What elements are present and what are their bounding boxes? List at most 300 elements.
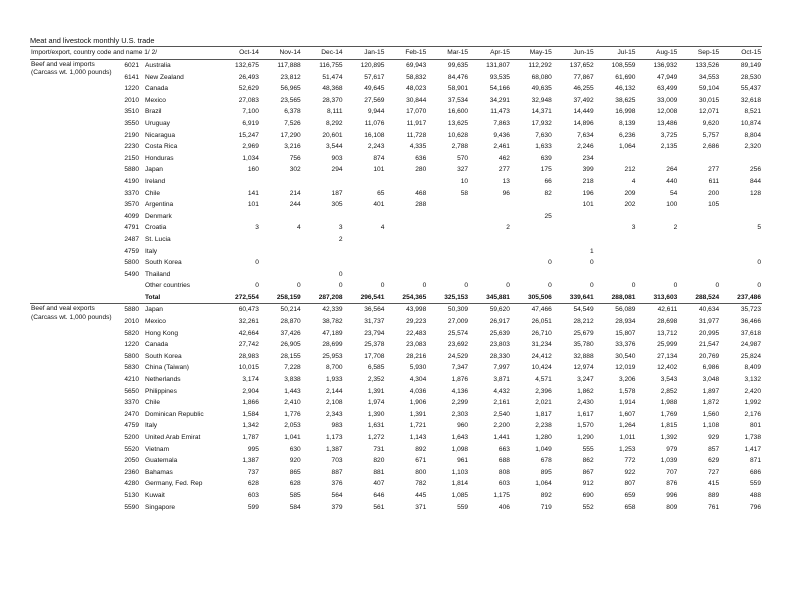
value-cell: 658 [624,503,636,511]
table-row [30,455,762,467]
value-cell: 796 [749,503,761,511]
country-code: 3370 [124,399,139,407]
value-cell: 25,639 [489,329,510,337]
value-cell: 24,412 [531,352,552,360]
value-cell: 196 [582,189,594,197]
value-cell: 13,625 [447,119,469,127]
country-code: 3370 [124,189,139,197]
value-cell: 820 [373,457,385,465]
value-cell: 38,625 [615,96,636,104]
value-cell: 5 [757,224,761,232]
country-name: South Korea [145,352,182,360]
value-cell: 2,410 [284,399,301,407]
country-name: Ireland [145,177,166,185]
value-cell [595,234,637,246]
value-cell [636,153,678,165]
value-cell: 584 [289,503,301,511]
value-cell [553,222,595,234]
value-cell: 1,387 [326,445,343,453]
country-code: 5490 [124,270,139,278]
value-cell [385,234,427,246]
month-header: Apr-15 [469,47,511,60]
value-cell [427,211,469,223]
value-cell: 663 [498,445,510,453]
value-cell [302,257,344,269]
value-cell: 26,917 [489,318,510,326]
value-cell: 26,051 [531,318,552,326]
total-label: Total [145,293,161,301]
value-cell: 13,712 [657,329,678,337]
value-cell: 3 [338,224,343,232]
value-cell: 1 [589,247,594,255]
value-cell: 128 [749,189,761,197]
value-cell: 801 [749,422,761,430]
value-cell [344,211,386,223]
value-cell: 12,008 [657,108,678,116]
value-cell: 11,917 [406,119,427,127]
value-cell: 27,083 [238,96,259,104]
value-cell: 0 [422,282,427,290]
value-cell: 31,234 [531,341,552,349]
value-cell: 0 [380,282,385,290]
value-cell: 24,529 [447,352,469,360]
value-cell: 903 [331,154,343,162]
value-cell: 2 [673,224,678,232]
value-cell: 37,534 [447,96,469,104]
country-name: Vietnam [145,445,170,453]
value-cell [344,257,386,269]
country-name: Canada [145,85,169,93]
country-name: Netherlands [145,376,181,384]
value-cell: 57,617 [364,73,385,81]
value-cell [678,246,720,258]
value-cell: 585 [289,491,301,499]
value-cell: 54,166 [489,85,510,93]
value-cell: 254,365 [402,293,427,301]
value-cell: 559 [749,480,761,488]
value-cell: 867 [582,468,594,476]
value-cell: 1,643 [451,434,469,441]
value-cell: 0 [757,282,761,290]
value-cell: 707 [666,468,678,476]
value-cell: 13,486 [657,119,678,127]
value-cell: 406 [498,503,510,511]
value-cell: 0 [338,282,343,290]
value-cell: 629 [708,457,720,465]
value-cell: 1,280 [535,434,552,441]
value-cell [720,234,762,246]
country-code: 4210 [124,376,139,384]
value-cell: 1,390 [367,410,385,418]
value-cell: 15,807 [615,329,636,337]
value-cell: 1,815 [660,422,678,430]
value-cell: 82 [544,189,552,197]
value-cell: 415 [708,480,720,488]
value-cell: 25 [544,212,552,220]
value-cell: 55,437 [740,85,761,93]
value-cell: 2,969 [242,143,259,151]
country-code: 6141 [124,73,139,81]
group-label: Beef and veal exports (Carcass wt. 1,000 pounds) [30,304,114,513]
value-cell: 49,635 [531,85,552,93]
value-cell: 28,216 [406,352,427,360]
value-cell: 671 [415,457,427,465]
table-row [30,199,762,211]
value-cell: 22,483 [406,329,427,337]
value-cell: 401 [373,201,385,209]
month-header: Jun-15 [553,47,595,60]
table-row [30,60,762,72]
value-cell: 32,888 [573,352,594,360]
value-cell: 54 [669,189,678,197]
value-cell: 1,098 [451,445,469,453]
value-cell: 1,387 [242,457,259,465]
value-cell: 1,342 [242,422,259,430]
value-cell: 1,866 [242,399,259,407]
country-name: Argentina [145,201,174,209]
value-cell: 379 [331,503,343,511]
country-code: 2487 [124,235,139,243]
value-cell: 160 [247,166,259,174]
value-cell: 112,292 [528,62,552,69]
value-cell: 9,944 [367,108,385,116]
table-row [30,83,762,95]
table-row [30,502,762,514]
value-cell [385,269,427,281]
value-cell: 961 [457,457,469,465]
value-cell: 11,473 [490,108,510,116]
value-cell: 807 [624,480,636,488]
value-cell [636,246,678,258]
value-cell: 488 [749,491,761,499]
value-cell: 887 [331,468,343,476]
value-cell: 2,108 [326,399,343,407]
value-cell: 1,011 [619,434,636,441]
value-cell: 2 [338,235,343,243]
table-row [30,141,762,153]
value-cell: 570 [457,154,469,162]
value-cell: 876 [666,480,678,488]
value-cell: 1,769 [660,410,678,418]
value-cell: 3,048 [702,376,720,384]
value-cell [469,269,511,281]
country-code: 5800 [124,259,139,267]
value-cell: 892 [415,445,427,453]
table-body [30,60,762,514]
value-cell: 1,108 [702,422,720,430]
value-cell: 2,243 [367,143,385,151]
value-cell: 922 [624,468,636,476]
country-name: Croatia [145,224,167,232]
value-cell: 1,814 [451,480,469,488]
country-name: Brazil [145,108,162,116]
value-cell: 895 [540,468,552,476]
value-cell [595,153,637,165]
value-cell [260,234,302,246]
value-cell: 0 [589,282,594,290]
value-cell: 407 [373,480,385,488]
trade-report-page [30,36,762,513]
value-cell [511,199,553,211]
value-cell: 56,089 [595,304,637,316]
table-row [30,257,762,269]
value-cell: 8,111 [327,108,343,116]
value-cell [385,211,427,223]
value-cell: 100 [666,201,678,209]
value-cell: 0 [255,282,259,290]
value-cell: 339,641 [569,293,594,301]
value-cell: 105 [708,201,720,209]
value-cell: 9,620 [702,119,720,127]
value-cell: 5,930 [409,364,427,372]
value-cell: 6,236 [618,131,636,139]
value-cell [385,257,427,269]
value-cell: 288,081 [611,293,636,301]
value-cell: 32,618 [740,96,761,104]
value-cell: 857 [708,445,720,453]
value-cell: 302 [289,166,301,174]
value-cell: 4,571 [535,376,552,384]
value-cell [595,269,637,281]
value-cell [302,246,344,258]
country-code: 5880 [124,166,139,174]
group-label: Beef and veal imports (Carcass wt. 1,000 pounds) [31,61,112,77]
value-cell: 2,299 [451,399,469,407]
value-cell: 96 [502,189,510,197]
month-header: Aug-15 [636,47,678,60]
value-cell: 8,292 [326,119,343,127]
table-row [30,339,762,351]
country-name: China (Taiwan) [145,364,189,372]
month-header: Feb-15 [385,47,427,60]
table-row [30,211,762,223]
value-cell: 889 [708,491,720,499]
value-cell: 920 [289,457,301,465]
value-cell [720,246,762,258]
value-cell: 782 [415,480,427,488]
value-cell: 603 [247,491,259,499]
value-cell: 1,441 [493,434,510,441]
value-cell: 12,974 [573,364,594,372]
country-name: Germany, Fed. Rep [145,480,203,488]
value-cell [595,257,637,269]
value-cell: 27,569 [364,96,385,104]
country-code: 2190 [124,131,139,139]
value-cell [344,176,386,188]
value-cell: 10,424 [531,364,552,372]
value-cell [678,222,720,234]
value-cell: 1,933 [326,376,343,384]
table-row [30,386,762,398]
value-cell: 345,881 [486,293,510,301]
value-cell: 1,034 [242,154,259,162]
value-cell: 288 [415,201,427,209]
country-name: Australia [145,62,171,69]
value-cell: 272,554 [235,293,259,301]
value-cell: 31,977 [698,318,720,326]
value-cell: 16,998 [615,108,636,116]
value-cell: 1,738 [744,434,761,441]
value-cell: 1,584 [242,410,259,418]
value-cell: 20,601 [322,131,343,139]
value-cell: 32,261 [238,318,259,326]
month-header: Nov-14 [260,47,302,60]
value-cell: 10,628 [447,131,469,139]
value-cell: 659 [624,491,636,499]
value-cell: 280 [415,166,427,174]
value-cell [218,211,260,223]
value-cell: 983 [331,422,343,430]
value-cell: 995 [247,445,259,453]
value-cell: 34,291 [489,96,510,104]
value-cell [260,257,302,269]
value-cell: 25,378 [364,341,385,349]
value-cell: 6,378 [284,108,301,116]
value-cell: 327 [457,166,469,174]
value-cell: 99,635 [447,62,469,69]
value-cell: 929 [708,434,720,441]
table-row [30,409,762,421]
country-code: 6021 [124,62,139,69]
value-cell: 1,787 [242,434,259,441]
value-cell: 4,432 [493,387,510,395]
value-cell: 611 [708,177,720,185]
value-cell [469,257,511,269]
value-cell: 874 [373,154,385,162]
value-cell [469,234,511,246]
table-row [30,246,762,258]
value-cell [720,269,762,281]
table-row [30,420,762,432]
value-cell: 28,330 [489,352,510,360]
value-cell: 4,136 [451,387,469,395]
value-cell: 1,817 [535,410,552,418]
value-cell: 25,574 [447,329,469,337]
country-name: Japan [145,166,163,174]
value-cell: 1,064 [535,480,552,488]
value-cell: 0 [464,282,469,290]
value-cell: 1,631 [367,422,385,430]
value-cell: 277 [708,166,720,174]
value-cell: 0 [338,270,343,278]
value-cell [427,257,469,269]
value-cell [678,269,720,281]
value-cell: 3,838 [284,376,301,384]
value-cell: 603 [498,480,510,488]
value-cell: 3,725 [660,131,678,139]
value-cell: 33,009 [657,96,678,104]
month-header: May-15 [511,47,553,60]
value-cell: 1,988 [660,399,678,407]
value-cell: 979 [666,445,678,453]
value-cell: 116,755 [319,62,343,69]
value-cell [720,211,762,223]
value-cell: 35,780 [573,341,594,349]
value-cell: 131,807 [486,62,510,69]
value-cell: 2,430 [577,399,594,407]
value-cell: 2,021 [535,399,552,407]
value-cell: 47,949 [657,73,678,81]
value-cell: 719 [540,503,552,511]
value-cell: 1,175 [493,491,510,499]
value-cell: 3,206 [618,376,636,384]
country-code: 1220 [124,85,139,93]
country-code: 5590 [124,503,139,511]
value-cell: 686 [749,468,761,476]
value-cell: 212 [624,166,636,174]
value-cell: 305 [331,201,343,209]
value-cell: 12,402 [657,364,678,372]
value-cell: 4 [297,224,301,232]
value-cell: 1,391 [367,387,385,395]
value-cell: 564 [331,491,343,499]
value-cell: 6,986 [702,364,720,372]
country-code: 1220 [124,341,139,349]
month-header: Mar-15 [427,47,469,60]
country-name: Mexico [145,96,166,104]
value-cell: 1,290 [577,434,594,441]
value-cell: 42,611 [636,304,678,316]
country-code: 2150 [124,154,139,162]
value-cell [469,211,511,223]
value-cell [218,176,260,188]
country-name: Guatemala [145,457,178,465]
value-cell [636,234,678,246]
value-cell: 15,247 [238,131,259,139]
value-cell: 37,618 [740,329,761,337]
value-cell [469,246,511,258]
value-cell: 23,692 [447,341,469,349]
value-cell: 277 [498,166,510,174]
value-cell: 26,905 [280,341,301,349]
value-cell: 1,064 [618,143,636,151]
value-cell: 133,526 [695,62,720,69]
value-cell: 16,108 [364,131,385,139]
value-cell: 636 [415,154,427,162]
value-cell: 639 [540,154,552,162]
value-cell: 61,690 [615,73,636,81]
value-cell: 28,155 [280,352,301,360]
value-cell: 678 [540,457,552,465]
value-cell: 305,506 [527,293,552,301]
value-cell: 32,948 [531,96,552,104]
value-cell [678,153,720,165]
value-cell: 2,176 [744,410,761,418]
country-name: Denmark [145,212,172,220]
value-cell: 42,339 [302,304,344,316]
country-code: 2470 [124,410,139,418]
value-cell: 214 [289,189,301,197]
value-cell: 772 [624,457,636,465]
table-row [30,234,762,246]
value-cell [553,269,595,281]
value-cell [218,269,260,281]
value-cell: 2,852 [660,387,678,395]
country-name: South Korea [145,259,182,267]
country-code: 3550 [124,119,139,127]
value-cell: 1,862 [577,387,594,395]
value-cell: 3,132 [744,376,761,384]
value-cell: 881 [373,468,385,476]
value-cell: 52,629 [238,85,259,93]
country-name: Italy [145,422,158,430]
value-cell: 0 [673,282,678,290]
value-cell: 36,466 [740,318,761,326]
table-row [30,130,762,142]
value-cell: 14,896 [573,119,594,127]
value-cell: 264 [666,166,678,174]
value-cell [595,246,637,258]
